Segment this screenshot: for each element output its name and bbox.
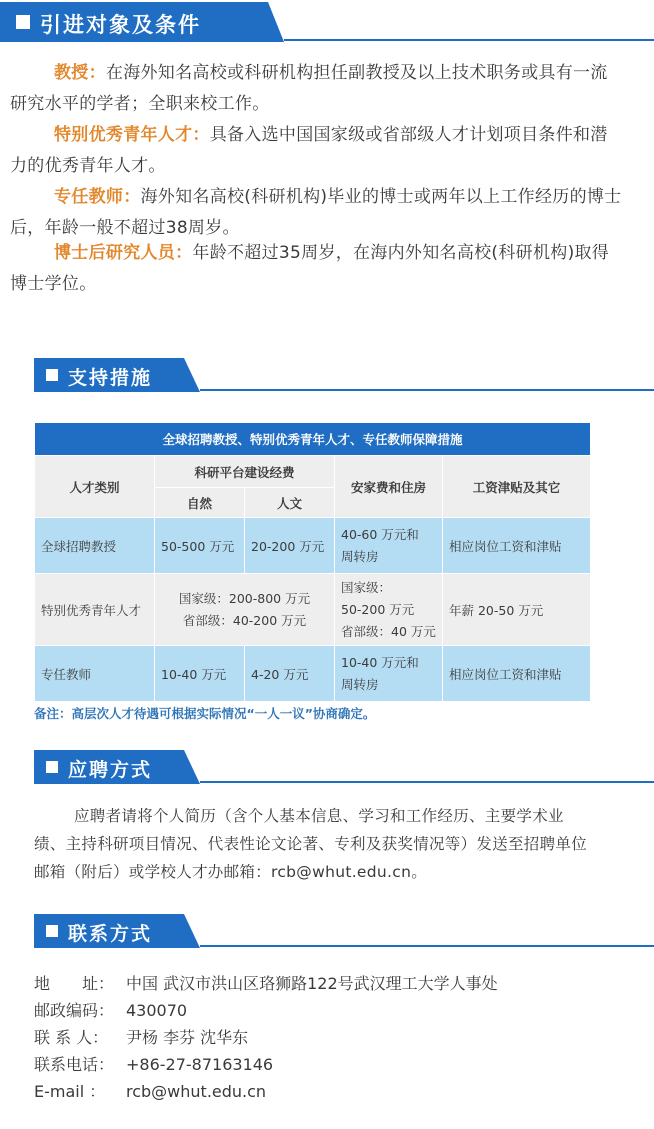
- contact-label: 地 址：: [34, 974, 115, 993]
- header-housing: 安家费和住房: [335, 456, 443, 518]
- cell-line: 10-40 万元和: [341, 654, 419, 670]
- header-natural: 自然: [155, 488, 245, 518]
- contact-label: 邮政编码：: [34, 1001, 115, 1020]
- header-category: 人才类别: [35, 456, 155, 518]
- cell-category: 全球招聘教授: [35, 518, 155, 574]
- condition-text: 在海外知名高校或科研机构担任副教授及以上技术职务或具有一流研究水平的学者；全职来校工作。: [10, 63, 608, 114]
- section-header-contact: [0, 914, 654, 954]
- table-row: [35, 574, 591, 646]
- condition-label: 博士后研究人员：: [54, 243, 193, 263]
- contact-label: 联 系 人：: [34, 1028, 109, 1047]
- cell-housing: [335, 518, 443, 574]
- cell-housing: [335, 574, 443, 646]
- header-humanities: 人文: [245, 488, 335, 518]
- square-bullet-icon: [46, 925, 58, 937]
- cell-salary: 相应岗位工资和津贴: [443, 518, 591, 574]
- cell-salary: 年薪 20-50 万元: [443, 574, 591, 646]
- condition-text: 年龄不超过35周岁，在海内外知名高校(科研机构)取得博士学位。: [10, 243, 610, 294]
- cell-line: 40-60 万元和: [341, 526, 419, 542]
- condition-label: 专任教师：: [54, 187, 141, 207]
- contact-email-link[interactable]: rcb@whut.edu.cn: [126, 1082, 267, 1101]
- contact-value: 430070: [126, 1001, 188, 1020]
- contact-value: 尹杨 李芬 沈华东: [126, 1028, 249, 1047]
- table-caption: 全球招聘教授、特别优秀青年人才、专任教师保障措施: [35, 423, 591, 456]
- section-header-conditions: [0, 2, 654, 42]
- table-note: 备注：高层次人才待遇可根据实际情况“一人一议”协商确定。: [34, 706, 376, 721]
- cell-line: 周转房: [341, 676, 379, 692]
- table-row: [35, 518, 591, 574]
- contact-person: [34, 1025, 248, 1048]
- cell-line: 周转房: [341, 548, 379, 564]
- cell-line: 省部级：40 万元: [341, 623, 436, 639]
- condition-teacher: [10, 182, 624, 244]
- apply-text: 应聘者请将个人简历（含个人基本信息、学习和工作经历、主要学术业绩、主持科研项目情况、代表性论文论著、专利及获奖情况等）发送至招聘单位邮箱（附后）或学校人才办邮箱：rcb@whut.edu.cn。: [34, 807, 588, 881]
- condition-text: 具备入选中国国家级或省部级人才计划项目条件和潜力的优秀青年人才。: [10, 125, 608, 176]
- condition-label: 教授：: [54, 63, 106, 83]
- cell-natural: 10-40 万元: [155, 646, 245, 702]
- section-title: 支持措施: [68, 367, 153, 389]
- contact-address: [34, 971, 498, 994]
- contact-phone: [34, 1052, 273, 1075]
- section-title: 引进对象及条件: [40, 13, 201, 37]
- condition-label: 特别优秀青年人才：: [54, 125, 210, 145]
- square-bullet-icon: [46, 369, 58, 381]
- cell-category: 特别优秀青年人才: [35, 574, 155, 646]
- contact-email: [34, 1079, 266, 1102]
- header-salary: 工资津贴及其它: [443, 456, 591, 518]
- cell-line: 国家级：200-800 万元: [178, 590, 311, 606]
- contact-label: E-mail ：: [34, 1082, 106, 1101]
- condition-professor: [10, 58, 624, 120]
- cell-category: 专任教师: [35, 646, 155, 702]
- square-bullet-icon: [16, 15, 30, 29]
- cell-salary: 相应岗位工资和津贴: [443, 646, 591, 702]
- contact-value: +86-27-87163146: [126, 1055, 274, 1074]
- condition-postdoc: [10, 238, 624, 300]
- contact-postcode: [34, 998, 187, 1021]
- cell-line: 省部级：40-200 万元: [182, 612, 307, 628]
- cell-humanities: 4-20 万元: [245, 646, 335, 702]
- support-measures-table: [34, 422, 591, 702]
- cell-housing: [335, 646, 443, 702]
- section-title: 应聘方式: [68, 759, 153, 781]
- cell-research-fund: [155, 574, 335, 646]
- condition-young-talent: [10, 120, 624, 182]
- cell-line: 国家级：: [341, 579, 392, 595]
- square-bullet-icon: [46, 761, 58, 773]
- table-row: [35, 646, 591, 702]
- condition-text: 海外知名高校(科研机构)毕业的博士或两年以上工作经历的博士后，年龄一般不超过38周岁。: [10, 187, 622, 238]
- cell-line: 50-200 万元: [341, 601, 415, 617]
- contact-value: 中国 武汉市洪山区珞狮路122号武汉理工大学人事处: [126, 974, 498, 993]
- header-research-fund: 科研平台建设经费: [155, 456, 335, 488]
- section-title: 联系方式: [68, 923, 153, 945]
- section-header-support: [0, 358, 654, 398]
- section-header-apply: [0, 750, 654, 790]
- cell-humanities: 20-200 万元: [245, 518, 335, 574]
- cell-natural: 50-500 万元: [155, 518, 245, 574]
- contact-label: 联系电话：: [34, 1055, 115, 1074]
